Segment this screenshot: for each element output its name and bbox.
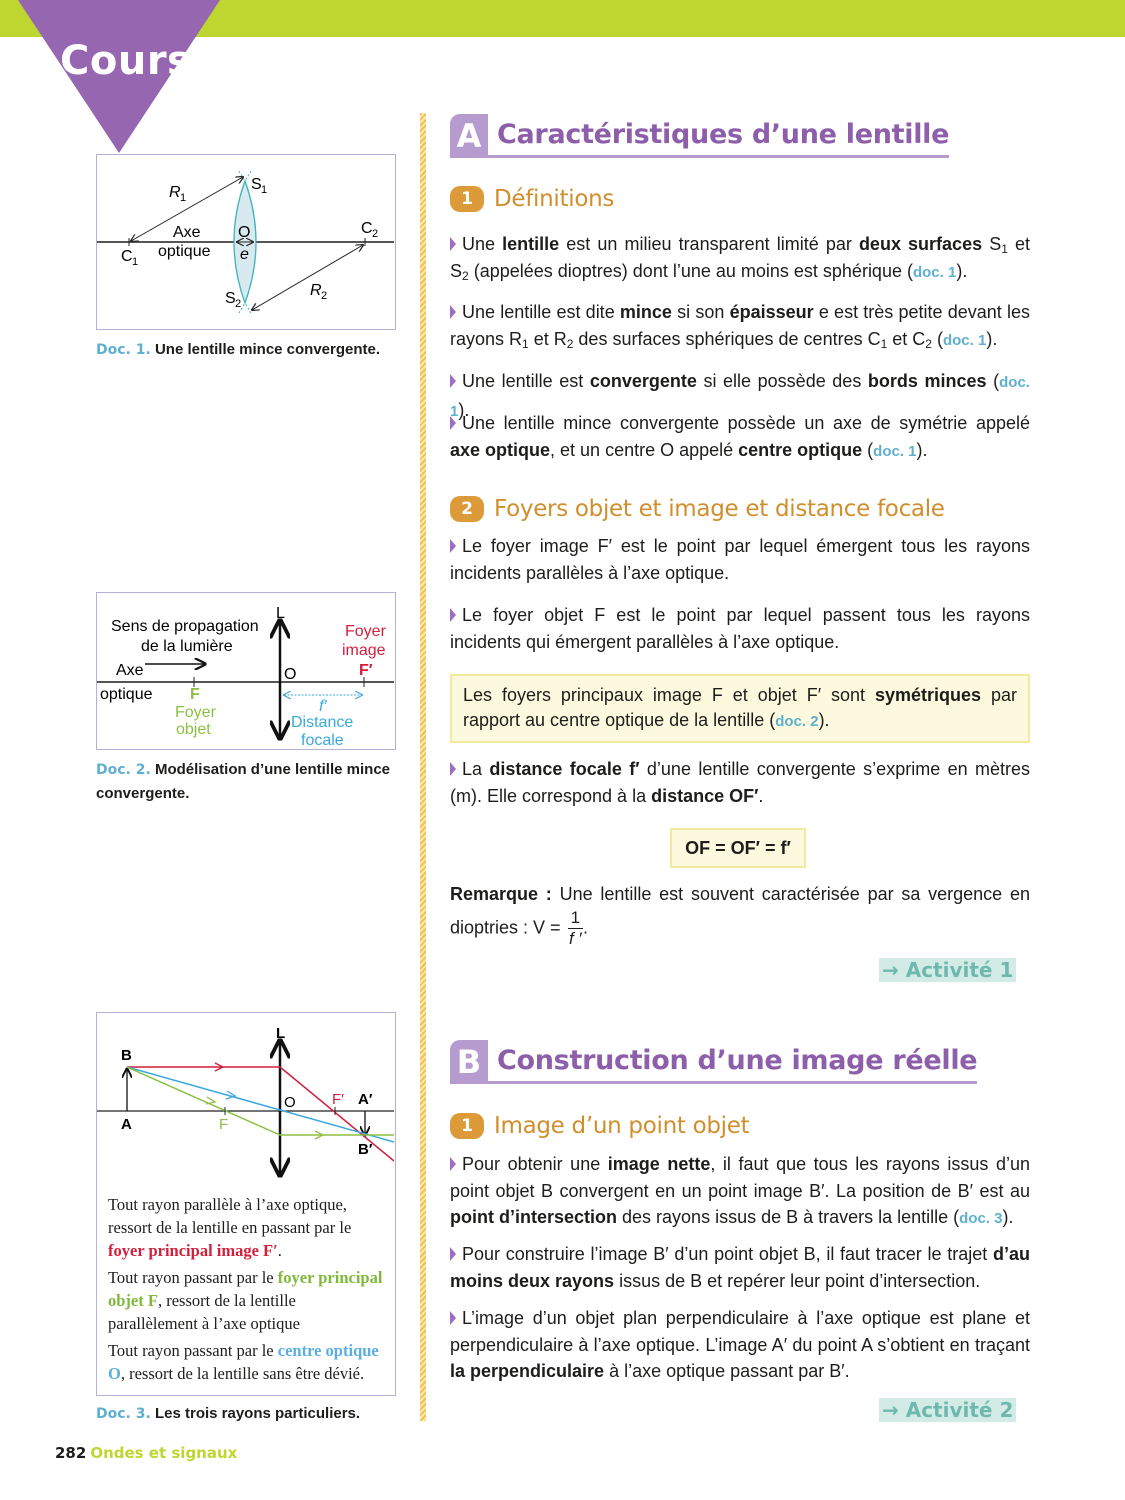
doc1-caption: Doc. 1. Une lentille mince convergente.	[96, 341, 381, 358]
subsection-b1-heading: 1 Image d’un point objet	[450, 1113, 749, 1139]
paragraph-remarque-vergence: Remarque : Une lentille est souvent caractérisée par sa vergence en dioptries : V = $\frac{1}{f '}$ .	[450, 884, 1030, 948]
svg-text:optique: optique	[100, 686, 153, 703]
svg-text:Sens de propagation: Sens de propagation	[111, 618, 259, 635]
svg-text:L: L	[276, 1025, 286, 1042]
section-b-letter: B	[450, 1040, 488, 1084]
svg-text:O: O	[238, 224, 251, 241]
svg-text:B: B	[121, 1047, 132, 1064]
svg-text:A′: A′	[358, 1091, 373, 1108]
svg-text:Foyer: Foyer	[345, 623, 386, 640]
subsection-a1-heading: 1 Définitions	[450, 186, 614, 212]
ray-rule-red: Tout rayon parallèle à l’axe optique, ressort de la lentille en passant par le foyer principal image F′.	[108, 1195, 352, 1260]
bullet-icon	[450, 608, 456, 622]
bullet-icon	[450, 237, 456, 251]
svg-text:2: 2	[372, 228, 379, 240]
svg-text:C: C	[361, 220, 373, 237]
svg-text:B′: B′	[358, 1141, 373, 1158]
svg-text:optique: optique	[158, 243, 211, 260]
paragraph-construire-image: Pour construire l’image B′ d’un point objet B, il faut tracer le trajet d’au moins deux rayons issus de B et repérer leur point d’intersection.	[450, 1244, 1030, 1291]
focal-formula-box: OF = OF′ = f′	[670, 828, 806, 868]
svg-text:F: F	[190, 686, 200, 703]
bullet-icon	[450, 762, 456, 776]
svg-text:O: O	[284, 666, 297, 683]
svg-text:F′: F′	[332, 1091, 344, 1108]
paragraph-axe-optique: Une lentille mince convergente possède un axe de symétrie appelé axe optique, et un centre O appelé centre optique (doc. 1).	[450, 413, 1030, 460]
ray-rule-green: Tout rayon passant par le foyer principal objet F, ressort de la lentille parallèlement à l’axe optique	[108, 1268, 383, 1333]
svg-text:2: 2	[321, 290, 328, 302]
doc2-figure	[96, 592, 396, 750]
ray-rules	[97, 1193, 395, 1385]
bullet-icon	[450, 1311, 456, 1325]
svg-text:L: L	[276, 605, 285, 622]
svg-text:C: C	[121, 248, 133, 265]
vergence-fraction: $\frac{1}{f '}$	[568, 907, 582, 948]
svg-text:Axe: Axe	[116, 662, 144, 679]
svg-text:focale: focale	[301, 732, 344, 748]
ray-construction-diagram	[97, 1013, 394, 1189]
svg-text:1: 1	[132, 256, 139, 268]
svg-text:de la lumière: de la lumière	[141, 638, 233, 655]
lens-diagram	[97, 155, 394, 328]
svg-text:A: A	[121, 1116, 132, 1133]
bullet-icon	[450, 1247, 456, 1261]
doc3-figure	[96, 1012, 396, 1396]
ray-rule-blue: Tout rayon passant par le centre optique O, ressort de la lentille sans être dévié.	[108, 1341, 379, 1383]
bullet-icon	[450, 539, 456, 553]
svg-text:objet: objet	[176, 721, 211, 738]
bullet-icon	[450, 1157, 456, 1171]
svg-text:Foyer: Foyer	[175, 704, 216, 721]
doc2-caption: Doc. 2. Modélisation d’une lentille mince convergente.	[96, 761, 391, 802]
chapter-name: Ondes et signaux	[90, 1444, 238, 1462]
bullet-icon	[450, 374, 456, 388]
activity-2-link[interactable]: → Activité 2	[879, 1398, 1016, 1422]
paragraph-convergente: Une lentille est convergente si elle possède des bords minces (doc. 1).	[450, 371, 1030, 420]
doc-ref-link[interactable]: doc. 2	[775, 713, 819, 730]
svg-text:Axe: Axe	[173, 224, 201, 241]
section-b-title: Construction d’une image réelle	[488, 1040, 977, 1084]
section-a-letter: A	[450, 114, 488, 158]
doc1-figure	[96, 154, 396, 330]
bullet-icon	[450, 305, 456, 319]
section-b-heading	[450, 1040, 977, 1084]
svg-text:2: 2	[235, 298, 242, 310]
cours-label: Cours	[60, 38, 192, 84]
doc-ref-link[interactable]: doc. 1	[912, 263, 957, 281]
activity-1-link[interactable]: → Activité 1	[879, 958, 1016, 982]
svg-text:S: S	[251, 176, 262, 193]
section-a-title: Caractéristiques d’une lentille	[488, 114, 949, 158]
svg-text:F′: F′	[359, 662, 373, 679]
page-number: 282	[55, 1444, 87, 1462]
doc-ref-link[interactable]: doc. 1	[873, 442, 917, 460]
doc-ref-link[interactable]: doc. 3	[959, 1210, 1003, 1227]
paragraph-foyer-objet: Le foyer objet F est le point par lequel passent tous les rayons incidents qui émergent parallèles à l’axe optique.	[450, 605, 1030, 652]
svg-text:f′: f′	[319, 698, 327, 715]
column-separator	[420, 113, 426, 1421]
svg-text:R: R	[310, 282, 322, 299]
section-a-heading	[450, 114, 949, 158]
svg-text:1: 1	[180, 192, 187, 204]
paragraph-lentille-mince: Une lentille est dite mince si son épaisseur e est très petite devant les rayons $R_1$ et $R_2$ des surfaces sphériques de centres $C_1$ et $C_2$ (doc. 1).	[450, 302, 1030, 351]
svg-text:F: F	[219, 1116, 229, 1133]
doc-ref-link[interactable]: doc. 1	[942, 331, 987, 349]
doc3-caption: Doc. 3. Les trois rayons particuliers.	[96, 1405, 361, 1422]
svg-text:Distance: Distance	[291, 714, 354, 731]
subsection-a2-heading: 2 Foyers objet et image et distance focale	[450, 496, 945, 522]
bullet-icon	[450, 416, 456, 430]
svg-text:image: image	[342, 642, 386, 659]
doc-ref-link[interactable]: doc. 1	[450, 374, 1030, 420]
paragraph-distance-focale: La distance focale f′ d’une lentille convergente s’exprime en mètres (m). Elle correspond à la distance OF′.	[450, 759, 1030, 806]
paragraph-objet-plan: L’image d’un objet plan perpendiculaire à l’axe optique est plane et perpendiculaire à l’axe optique. L’image A′ du point A s’obtient en traçant la perpendiculaire à l’axe optique passant par B′.	[450, 1308, 1030, 1381]
page-footer	[55, 1444, 237, 1462]
paragraph-foyer-image: Le foyer image F′ est le point par lequel émergent tous les rayons incidents parallèles à l’axe optique.	[450, 536, 1030, 583]
svg-text:R: R	[169, 184, 181, 201]
svg-text:O: O	[284, 1094, 296, 1111]
svg-text:1: 1	[261, 184, 268, 196]
symmetry-note-box: Les foyers principaux image F et objet F′ sont symétriques par rapport au centre optique de la lentille (doc. 2).	[450, 674, 1030, 743]
paragraph-image-nette: Pour obtenir une image nette, il faut que tous les rayons issus d’un point objet B convergent en un point image B′. La position de B′ est au point d’intersection des rayons issus de B à travers la lentille (doc. 3).	[450, 1154, 1031, 1227]
svg-text:e: e	[240, 246, 249, 263]
paragraph-lentille-definition: Une lentille est un milieu transparent limité par deux surfaces $S_1$ et $S_2$ (appelées dioptres) dont l’une au moins est sphérique (doc. 1).	[450, 234, 1030, 283]
focal-diagram	[97, 593, 394, 748]
svg-text:S: S	[225, 290, 236, 307]
